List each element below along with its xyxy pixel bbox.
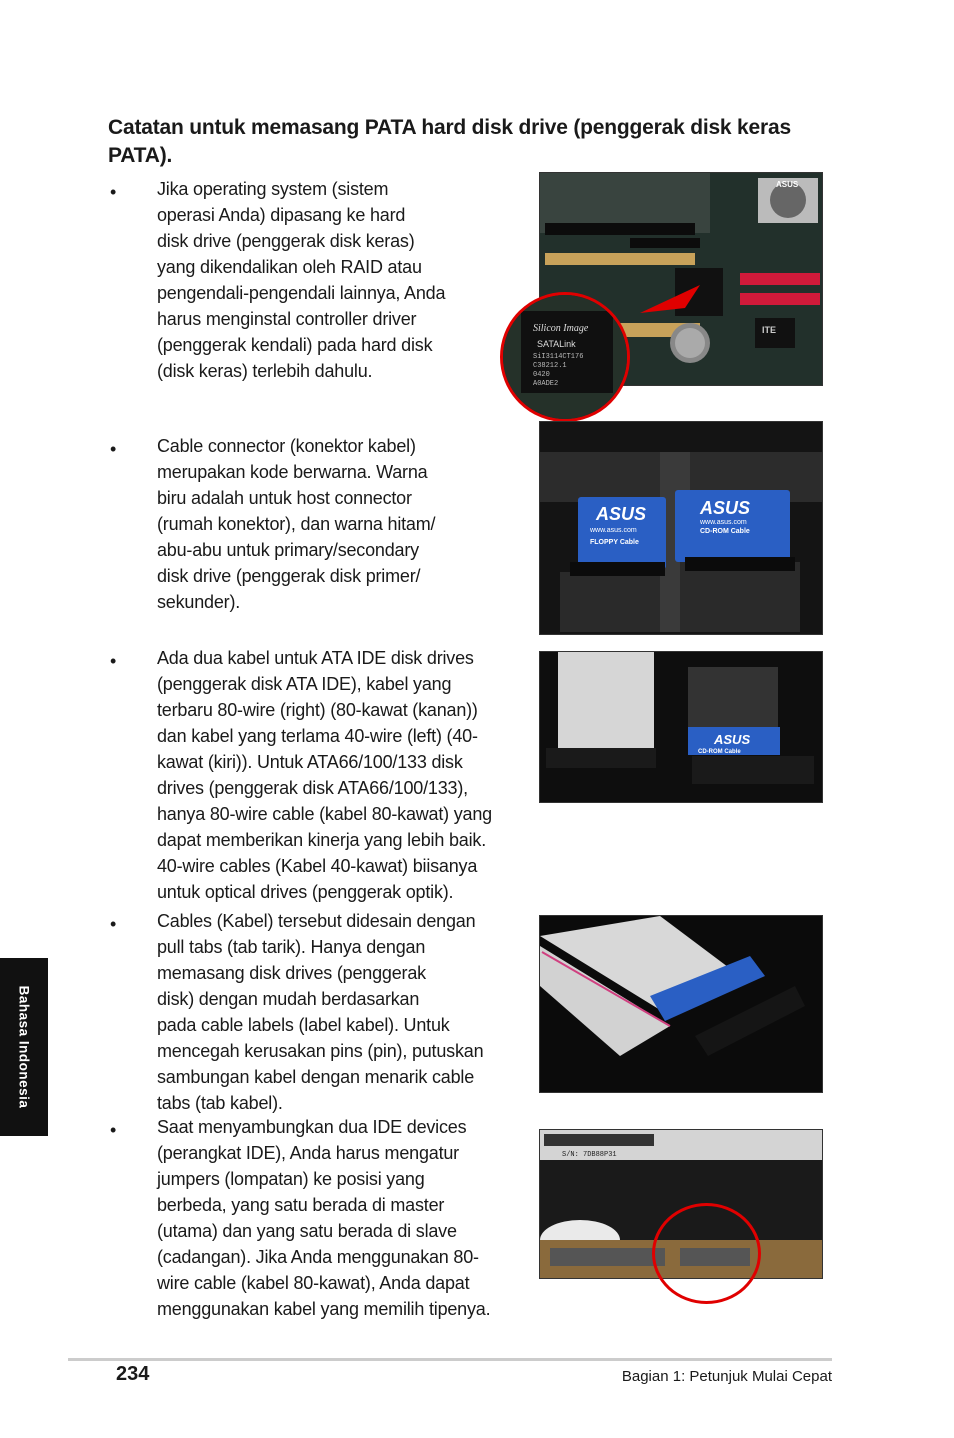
pull-tabs-photo [539, 915, 823, 1093]
ite-chip-label: ITE [762, 325, 777, 335]
language-sidebar-tab [0, 958, 48, 1136]
wire-cables-photo [539, 651, 823, 803]
chip-model: SATALink [537, 339, 576, 349]
footer-section-title: Bagian 1: Petunjuk Mulai Cepat [621, 1368, 832, 1385]
asus-url: www.asus.com [590, 527, 637, 534]
bullet-marker: • [110, 1120, 117, 1140]
note-pull-tabs: Cables (Kabel) tersebut didesain dengan pull tabs (tab tarik). Hanya dengan memasang disk drives (penggerak disk) dengan mudah berdasarkan pada cable labels (label kabel). Untuk mencegah kerusakan pins (pin), putuskan sambungan kabel dengan menarik cable tabs (tab kabel). [157, 911, 484, 1113]
asus-board-logo: ASUS [776, 180, 799, 189]
asus-logo: ASUS [700, 498, 751, 518]
language-label: Bahasa Indonesia [16, 985, 32, 1109]
chip-code: A0ADE2 [533, 380, 559, 388]
jumper-highlight-circle [652, 1203, 761, 1304]
bullet-marker: • [110, 439, 117, 459]
hdd-serial: S/N: 7DB88P31 [562, 1151, 617, 1159]
chip-brand: Silicon Image [533, 323, 589, 334]
chip-code: SiI3114CT176 [533, 353, 584, 361]
asus-logo: ASUS [596, 504, 647, 524]
chip-magnifier [500, 292, 630, 422]
footer-divider [68, 1358, 832, 1361]
bullet-marker: • [110, 182, 117, 202]
cdrom-cable-label: CD-ROM Cable [698, 749, 741, 755]
asus-url: www.asus.com [700, 519, 747, 526]
floppy-cable-label: FLOPPY Cable [590, 539, 639, 546]
section-title: Catatan untuk memasang PATA hard disk drive (penggerak disk keras PATA). [108, 116, 791, 167]
note-raid-driver: Jika operating system (sistem operasi Anda) dipasang ke hard disk drive (penggerak disk keras) yang dikendalikan oleh RAID atau pengendali-pengendali lainnya, Anda harus menginstal controller driver (penggerak kendali) pada hard disk (disk keras) terlebih dahulu. [157, 179, 446, 381]
page-number: 234 [116, 1363, 150, 1385]
chip-code: 0420 [533, 371, 550, 379]
note-80-wire-cable: Ada dua kabel untuk ATA IDE disk drives (penggerak disk ATA IDE), kabel yang terbaru 80-wire (right) (80-kawat (kanan)) dan kabel yang terlama 40-wire (left) (40- kawat (kiri)). Untuk ATA66/100/133 disk drives (penggerak disk ATA66/100/133), hanya 80-wire cable (kabel 80-kawat) yang dapat memberikan kinerja yang lebih baik. 40-wire cables (Kabel 40-kawat) biisanya untuk optical drives (penggerak optik). [157, 648, 492, 902]
note-color-code: Cable connector (konektor kabel) merupakan kode berwarna. Warna biru adalah untuk host connector (rumah konektor), dan warna hitam/ abu-abu untuk primary/secondary disk drive (penggerak disk primer/ sekunder). [157, 436, 436, 612]
bullet-marker: • [110, 914, 117, 934]
asus-logo: ASUS [714, 732, 751, 747]
cdrom-cable-label: CD-ROM Cable [700, 528, 750, 535]
chip-code: C38212.1 [533, 362, 567, 370]
bullet-marker: • [110, 651, 117, 671]
cable-connectors-photo [539, 421, 823, 635]
note-jumpers: Saat menyambungkan dua IDE devices (perangkat IDE), Anda harus mengatur jumpers (lompatan) ke posisi yang berbeda, yang satu berada di master (utama) dan yang satu berada di slave (cadangan). Jika Anda menggunakan 80- wire cable (kabel 80-kawat), Anda dapat menggunakan kabel yang memilih tipenya. [157, 1117, 491, 1319]
